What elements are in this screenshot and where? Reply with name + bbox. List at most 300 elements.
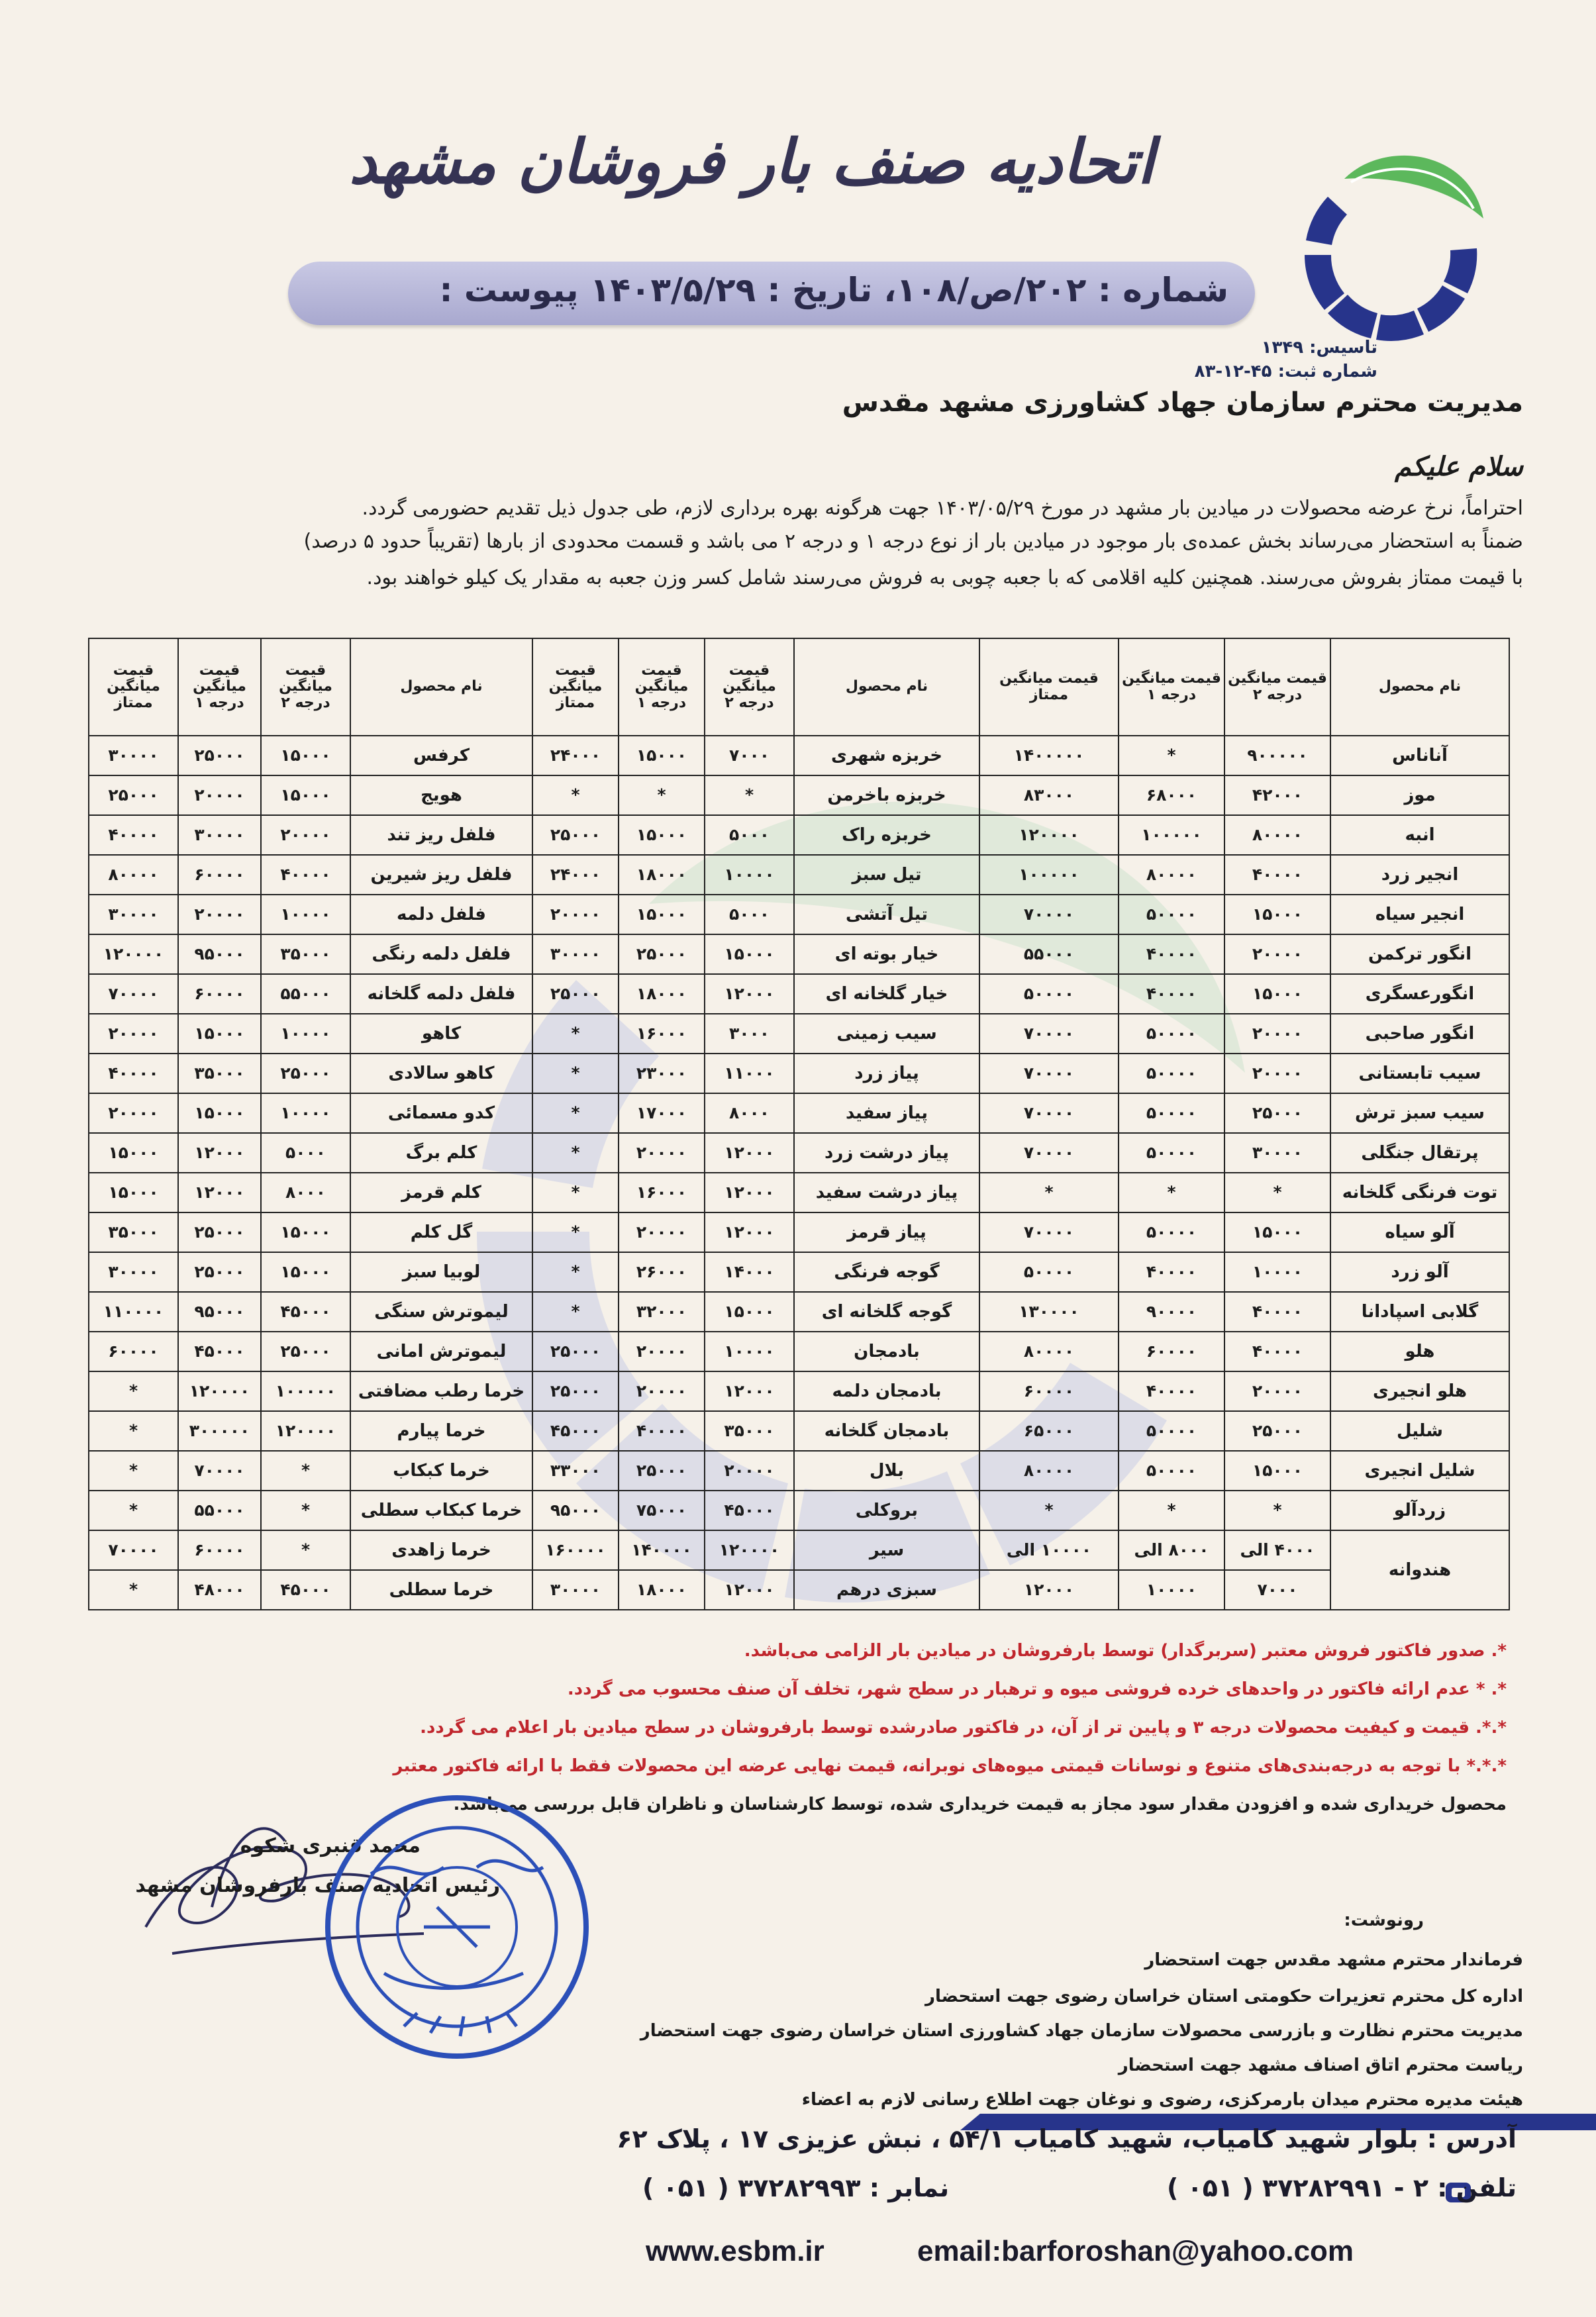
table-cell: ۱۵۰۰۰ — [619, 895, 705, 934]
table-cell: کاهو سالادی — [350, 1054, 532, 1093]
column-header: قیمت میانگین ممتاز — [532, 638, 619, 736]
table-cell: * — [532, 1133, 619, 1173]
table-cell: ۳۰۰۰۰ — [89, 736, 178, 775]
table-cell: ۲۵۰۰۰ — [89, 775, 178, 815]
table-cell: ۱۸۰۰۰ — [619, 974, 705, 1014]
table-cell: * — [261, 1491, 350, 1530]
table-cell: ۳۵۰۰۰ — [89, 1212, 178, 1252]
table-row — [89, 1252, 1509, 1292]
table-cell: ۲۰۰۰۰ — [1224, 1054, 1330, 1093]
table-cell: ۶۰۰۰۰ — [979, 1371, 1119, 1411]
table-cell: خرما زاهدی — [350, 1530, 532, 1570]
table-cell: ۳۰۰۰۰ — [532, 934, 619, 974]
table-cell: ۵۰۰۰۰ — [1119, 895, 1224, 934]
table-cell: خرما رطب مضافتی — [350, 1371, 532, 1411]
table-cell: تیل سبز — [794, 855, 979, 895]
table-cell: ۲۰۰۰۰ — [619, 1133, 705, 1173]
table-cell: ۵۰۰۰۰ — [1119, 1212, 1224, 1252]
column-header: قیمت میانگین ممتاز — [979, 638, 1119, 736]
table-cell: سیب تابستانی — [1330, 1054, 1509, 1093]
table-cell: بروکلی — [794, 1491, 979, 1530]
table-cell: ۲۴۰۰۰ — [532, 855, 619, 895]
table-cell: ۶۰۰۰۰ — [178, 855, 261, 895]
table-cell: بادمجان دلمه — [794, 1371, 979, 1411]
table-cell: ۸۰۰۰۰ — [89, 855, 178, 895]
table-cell: انگورعسگری — [1330, 974, 1509, 1014]
footer-website[interactable]: www.esbm.ir — [646, 2235, 824, 2267]
table-cell: ۲۵۰۰۰ — [178, 1212, 261, 1252]
table-cell: ۲۰۰۰۰ — [1224, 1371, 1330, 1411]
table-cell: شلیل انجیری — [1330, 1451, 1509, 1491]
table-row — [89, 736, 1509, 775]
table-cell: ۱۵۰۰۰ — [261, 1212, 350, 1252]
table-cell: فلفل ریز شیرین — [350, 855, 532, 895]
table-cell: ۶۰۰۰۰ — [178, 1530, 261, 1570]
table-cell: ۱۲۰۰۰ — [178, 1173, 261, 1212]
table-cell: ۵۰۰۰۰ — [1119, 1054, 1224, 1093]
table-cell: ۶۵۰۰۰ — [979, 1411, 1119, 1451]
table-cell: ۱۳۰۰۰۰ — [979, 1292, 1119, 1332]
table-cell: ۳۲۰۰۰ — [619, 1292, 705, 1332]
table-row — [89, 1371, 1509, 1411]
table-cell: موز — [1330, 775, 1509, 815]
table-cell: ۶۰۰۰۰ — [178, 974, 261, 1014]
table-cell: * — [532, 1093, 619, 1133]
table-row — [89, 895, 1509, 934]
table-cell: ۱۵۰۰۰ — [261, 775, 350, 815]
official-stamp — [305, 1775, 609, 2079]
table-cell: ۱۵۰۰۰ — [619, 815, 705, 855]
table-cell: ۲۵۰۰۰ — [532, 974, 619, 1014]
table-cell: ۲۳۰۰۰ — [619, 1054, 705, 1093]
paragraph-line: با قیمت ممتاز بفروش می‌رسند. همچنین کلیه اقلامی که با جعبه چوبی به فروش می‌رسند شامل کسر وزن جعبه به مقدار یک کیلو خواهند بود. — [366, 566, 1523, 589]
table-cell: ۱۰۰۰۰ — [261, 1014, 350, 1054]
table-cell: ۴۸۰۰۰ — [178, 1570, 261, 1610]
table-cell: ۱۰۰۰۰ — [261, 895, 350, 934]
table-cell: ۱۰۰۰۰ — [1224, 1252, 1330, 1292]
table-cell: ۴۵۰۰۰ — [178, 1332, 261, 1371]
note-line: *.*. قیمت و کیفیت محصولات درجه ۳ و پایین تر از آن، در فاکتور صادرشده توسط بارفروشان در سطح میادین بار اعلام می گردد. — [420, 1718, 1507, 1738]
table-cell: پیاز درشت سفید — [794, 1173, 979, 1212]
table-cell: سیر — [794, 1530, 979, 1570]
table-cell: ۱۶۰۰۰ — [619, 1014, 705, 1054]
table-cell: ۵۰۰۰۰ — [1119, 1014, 1224, 1054]
table-cell: * — [705, 775, 794, 815]
table-cell: خربزه شهری — [794, 736, 979, 775]
table-cell: * — [89, 1570, 178, 1610]
table-cell: گل کلم — [350, 1212, 532, 1252]
table-cell: ۲۰۰۰۰ — [1224, 934, 1330, 974]
table-cell: ۳۳۰۰۰ — [532, 1451, 619, 1491]
table-cell: ۱۷۰۰۰ — [619, 1093, 705, 1133]
table-cell: انبه — [1330, 815, 1509, 855]
column-header: قیمت میانگین درجه ۲ — [1224, 638, 1330, 736]
table-row — [89, 1332, 1509, 1371]
table-cell: ۴۰۰۰۰ — [1119, 1371, 1224, 1411]
table-cell: خربزه باخرمن — [794, 775, 979, 815]
table-cell: تیل آتشی — [794, 895, 979, 934]
table-cell: ۲۵۰۰۰ — [1224, 1093, 1330, 1133]
footer-email[interactable]: email:barforoshan@yahoo.com — [917, 2235, 1354, 2267]
table-cell: * — [532, 775, 619, 815]
table-cell: انگور صاحبی — [1330, 1014, 1509, 1054]
table-cell: * — [89, 1371, 178, 1411]
table-cell: ۹۵۰۰۰ — [178, 1292, 261, 1332]
note-line: *. صدور فاکتور فروش معتبر (سربرگدار) توسط بارفروشان در میادین بار الزامی می‌باشد. — [744, 1641, 1507, 1661]
table-cell: ۸۰۰۰ — [261, 1173, 350, 1212]
table-cell: ۲۰۰۰۰ — [619, 1332, 705, 1371]
table-cell: پیاز قرمز — [794, 1212, 979, 1252]
table-cell: ۱۵۰۰۰ — [89, 1173, 178, 1212]
table-cell: ۴۰۰۰۰ — [89, 1054, 178, 1093]
table-cell: ۱۰۰۰۰ الی — [979, 1530, 1119, 1570]
cc-item: فرماندار محترم مشهد مقدس جهت استحضار — [1144, 1950, 1523, 1970]
table-cell: ۵۵۰۰۰ — [979, 934, 1119, 974]
table-cell: ۳۰۰۰۰۰ — [178, 1411, 261, 1451]
table-cell: گوجه فرنگی — [794, 1252, 979, 1292]
table-row — [89, 974, 1509, 1014]
table-cell: ۱۵۰۰۰ — [261, 736, 350, 775]
cc-item: اداره کل محترم تعزیرات حکومتی استان خراسان رضوی جهت استحضار — [925, 1987, 1523, 2006]
table-row — [89, 1451, 1509, 1491]
table-cell: * — [532, 1054, 619, 1093]
table-cell: خرما سطلی — [350, 1570, 532, 1610]
table-cell: ۲۵۰۰۰ — [619, 1451, 705, 1491]
reference-line: شماره : ۲۰۲/ص/۱۰۸، تاریخ : ۱۴۰۳/۵/۲۹ پیوست : — [439, 271, 1228, 309]
table-cell: ۱۵۰۰۰ — [1224, 1451, 1330, 1491]
table-cell: * — [979, 1173, 1119, 1212]
table-cell: ۱۲۰۰۰۰ — [261, 1411, 350, 1451]
table-cell: ۱۴۰۰۰ — [705, 1252, 794, 1292]
table-cell: ۴۵۰۰۰ — [532, 1411, 619, 1451]
column-header: نام محصول — [350, 638, 532, 736]
registration-number: شماره ثبت: ۴۵-۱۲-۸۳ — [1194, 362, 1377, 381]
table-cell: ۱۲۰۰۰ — [178, 1133, 261, 1173]
table-cell: بادمجان — [794, 1332, 979, 1371]
table-cell: ۱۱۰۰۰۰ — [89, 1292, 178, 1332]
table-cell: کلم قرمز — [350, 1173, 532, 1212]
table-cell: کرفس — [350, 736, 532, 775]
table-cell: * — [1119, 1173, 1224, 1212]
table-cell: انجیر زرد — [1330, 855, 1509, 895]
table-cell: ۵۰۰۰ — [261, 1133, 350, 1173]
paragraph-line: احتراماً، نرخ عرضه محصولات در میادین بار مشهد در مورخ ۱۴۰۳/۰۵/۲۹ جهت هرگونه بهره برداری لازم، طی جدول ذیل تقدیم حضورمی گردد. — [362, 497, 1523, 520]
table-cell: هندوانه — [1330, 1530, 1509, 1610]
cc-item: ریاست محترم اتاق اصناف مشهد جهت استحضار — [1118, 2055, 1523, 2075]
column-header: قیمت میانگین درجه ۲ — [705, 638, 794, 736]
table-cell: ۳۰۰۰ — [705, 1014, 794, 1054]
table-cell: ۲۰۰۰۰ — [705, 1451, 794, 1491]
table-cell: ۵۰۰۰۰ — [979, 1252, 1119, 1292]
table-cell: پیاز سفید — [794, 1093, 979, 1133]
table-cell: ۱۲۰۰۰ — [705, 1173, 794, 1212]
table-cell: ۱۰۰۰۰ — [261, 1093, 350, 1133]
table-cell: ۱۲۰۰۰۰ — [705, 1530, 794, 1570]
table-cell: ۲۵۰۰۰ — [178, 736, 261, 775]
table-cell: ۷۵۰۰۰ — [619, 1491, 705, 1530]
table-cell: ۳۰۰۰۰ — [89, 895, 178, 934]
table-row — [89, 855, 1509, 895]
table-cell: ۷۰۰۰۰ — [89, 974, 178, 1014]
table-cell: ۸۳۰۰۰ — [979, 775, 1119, 815]
table-cell: هویج — [350, 775, 532, 815]
table-cell: ۴۵۰۰۰ — [705, 1491, 794, 1530]
table-cell: ۴۰۰۰۰ — [1119, 1252, 1224, 1292]
table-cell: ۷۰۰۰۰ — [89, 1530, 178, 1570]
table-cell: توت فرنگی گلخانه — [1330, 1173, 1509, 1212]
table-cell: ۲۵۰۰۰ — [261, 1332, 350, 1371]
table-cell: هلو انجیری — [1330, 1371, 1509, 1411]
table-cell: ۲۰۰۰۰ — [261, 815, 350, 855]
table-cell: ۴۰۰۰۰ — [261, 855, 350, 895]
organization-title: اتحادیه صنف بار فروشان مشهد — [349, 126, 1154, 197]
table-cell: لیموترش سنگی — [350, 1292, 532, 1332]
table-cell: * — [532, 1173, 619, 1212]
table-cell: ۱۰۰۰۰ — [1119, 1570, 1224, 1610]
table-cell: ۱۵۰۰۰ — [619, 736, 705, 775]
table-cell: آلو زرد — [1330, 1252, 1509, 1292]
table-cell: ۵۰۰۰۰ — [1119, 1133, 1224, 1173]
table-cell: فلفل دلمه — [350, 895, 532, 934]
column-header: قیمت میانگین درجه ۱ — [619, 638, 705, 736]
table-cell: آناناس — [1330, 736, 1509, 775]
table-cell: ۵۵۰۰۰ — [261, 974, 350, 1014]
table-cell: ۳۵۰۰۰ — [261, 934, 350, 974]
table-cell: ۴۰۰۰۰ — [1119, 974, 1224, 1014]
table-cell: ۹۵۰۰۰ — [532, 1491, 619, 1530]
table-cell: ۵۰۰۰۰ — [1119, 1093, 1224, 1133]
table-cell: کدو مسمائی — [350, 1093, 532, 1133]
table-cell: * — [261, 1451, 350, 1491]
table-cell: ۲۰۰۰۰ — [1224, 1014, 1330, 1054]
table-cell: ۶۸۰۰۰ — [1119, 775, 1224, 815]
table-cell: ۴۵۰۰۰ — [261, 1292, 350, 1332]
table-cell: ۱۰۰۰۰ — [705, 855, 794, 895]
table-cell: ۳۵۰۰۰ — [705, 1411, 794, 1451]
table-cell: ۶۰۰۰۰ — [1119, 1332, 1224, 1371]
table-cell: لیموترش امانی — [350, 1332, 532, 1371]
table-cell: سیب سبز ترش — [1330, 1093, 1509, 1133]
table-cell: ۴۲۰۰۰ — [1224, 775, 1330, 815]
table-cell: ۷۰۰۰۰ — [979, 1133, 1119, 1173]
table-cell: فلفل ریز تند — [350, 815, 532, 855]
footer-phone: تلفن : ۲ - ۳۷۲۸۲۹۹۱ ( ۰۵۱ ) — [1167, 2173, 1517, 2202]
table-row — [89, 1173, 1509, 1212]
table-cell: ۴۰۰۰ الی — [1224, 1530, 1330, 1570]
table-cell: شلیل — [1330, 1411, 1509, 1451]
table-cell: ۸۰۰۰۰ — [979, 1451, 1119, 1491]
table-cell: سیب زمینی — [794, 1014, 979, 1054]
table-cell: ۱۲۰۰۰ — [705, 1212, 794, 1252]
table-cell: ۳۰۰۰۰ — [1224, 1133, 1330, 1173]
table-row — [89, 1014, 1509, 1054]
column-header: قیمت میانگین درجه ۱ — [1119, 638, 1224, 736]
table-cell: بادمجان گلخانه — [794, 1411, 979, 1451]
table-cell: * — [619, 775, 705, 815]
table-cell: ۸۰۰۰ الی — [1119, 1530, 1224, 1570]
table-cell: ۲۰۰۰۰ — [89, 1093, 178, 1133]
table-cell: ۱۲۰۰۰۰ — [89, 934, 178, 974]
table-cell: ۱۵۰۰۰ — [705, 934, 794, 974]
table-cell: * — [1119, 736, 1224, 775]
table-cell: ۹۰۰۰۰۰ — [1224, 736, 1330, 775]
table-cell: ۴۰۰۰۰ — [1224, 855, 1330, 895]
table-cell: انجیر سیاه — [1330, 895, 1509, 934]
table-cell: سبزی درهم — [794, 1570, 979, 1610]
table-cell: ۱۲۰۰۰ — [705, 1570, 794, 1610]
table-cell: ۱۲۰۰۰۰ — [979, 815, 1119, 855]
table-cell: ۱۰۰۰۰۰ — [979, 855, 1119, 895]
table-cell: آلو سیاه — [1330, 1212, 1509, 1252]
table-cell: ۴۰۰۰۰ — [89, 815, 178, 855]
table-cell: ۴۰۰۰۰ — [1119, 934, 1224, 974]
table-cell: ۱۴۰۰۰۰۰ — [979, 736, 1119, 775]
table-cell: ۸۰۰۰۰ — [1224, 815, 1330, 855]
signer-title: رئیس اتحادیه صنف بارفروشان مشهد — [135, 1874, 500, 1897]
table-cell: * — [532, 1212, 619, 1252]
table-cell: ۱۸۰۰۰ — [619, 855, 705, 895]
table-cell: ۲۵۰۰۰ — [619, 934, 705, 974]
table-cell: لوبیا سبز — [350, 1252, 532, 1292]
table-cell: ۲۶۰۰۰ — [619, 1252, 705, 1292]
table-cell: * — [532, 1252, 619, 1292]
table-cell: ۹۵۰۰۰ — [178, 934, 261, 974]
table-cell: ۱۸۰۰۰ — [619, 1570, 705, 1610]
table-cell: ۴۰۰۰۰ — [1224, 1332, 1330, 1371]
table-cell: ۱۲۰۰۰ — [979, 1570, 1119, 1610]
table-cell: ۵۰۰۰۰ — [1119, 1451, 1224, 1491]
table-cell: ۳۰۰۰۰ — [178, 815, 261, 855]
table-cell: خرما پیارم — [350, 1411, 532, 1451]
table-cell: ۸۰۰۰۰ — [979, 1332, 1119, 1371]
greeting: سلام علیکم — [1395, 452, 1523, 482]
table-cell: ۲۵۰۰۰ — [532, 815, 619, 855]
table-cell: ۱۲۰۰۰ — [705, 1371, 794, 1411]
table-cell: ۱۵۰۰۰ — [1224, 1212, 1330, 1252]
table-cell: ۷۰۰۰ — [705, 736, 794, 775]
table-cell: ۲۰۰۰۰ — [178, 895, 261, 934]
table-cell: گلابی اسپادانا — [1330, 1292, 1509, 1332]
note-line: محصول خریداری شده و افزودن مقدار سود مجاز به قیمت خریداری شده، توسط کارشناسان و ناظران قابل بررسی می‌باشد. — [453, 1795, 1507, 1814]
table-cell: * — [532, 1292, 619, 1332]
table-row — [89, 1133, 1509, 1173]
signer-name: محمد قنبری شکوه — [240, 1834, 421, 1857]
table-cell: ۱۵۰۰۰ — [178, 1014, 261, 1054]
reference-bar — [288, 262, 1255, 325]
table-cell: ۷۰۰۰۰ — [979, 1093, 1119, 1133]
table-cell: خرما کبکاب سطلی — [350, 1491, 532, 1530]
table-cell: ۶۰۰۰۰ — [89, 1332, 178, 1371]
table-cell: ۱۰۰۰۰ — [705, 1332, 794, 1371]
table-row — [89, 1411, 1509, 1451]
table-cell: ۱۲۰۰۰۰ — [178, 1371, 261, 1411]
table-row — [89, 934, 1509, 974]
column-header: قیمت میانگین درجه ۱ — [178, 638, 261, 736]
table-row — [89, 1570, 1509, 1610]
cc-item: هیئت مدیره محترم میدان بارمرکزی، رضوی و نوغان جهت اطلاع رسانی لازم به اعضاء — [801, 2090, 1523, 2110]
table-cell: * — [89, 1451, 178, 1491]
column-header: نام محصول — [1330, 638, 1509, 736]
table-cell: ۲۰۰۰۰ — [619, 1371, 705, 1411]
table-cell: ۱۵۰۰۰ — [89, 1133, 178, 1173]
cc-heading: رونوشت: — [1344, 1910, 1424, 1930]
table-cell: ۱۲۰۰۰ — [705, 1133, 794, 1173]
table-cell: * — [979, 1491, 1119, 1530]
table-cell: ۲۰۰۰۰ — [89, 1014, 178, 1054]
table-cell: ۷۰۰۰۰ — [979, 895, 1119, 934]
table-cell: * — [1224, 1491, 1330, 1530]
column-header: قیمت میانگین درجه ۲ — [261, 638, 350, 736]
table-cell: خیار گلخانه ای — [794, 974, 979, 1014]
table-row — [89, 815, 1509, 855]
table-cell: ۳۰۰۰۰ — [89, 1252, 178, 1292]
table-cell: ۱۵۰۰۰ — [1224, 895, 1330, 934]
table-cell: * — [89, 1411, 178, 1451]
table-cell: ۴۵۰۰۰ — [261, 1570, 350, 1610]
paragraph-line: ضمناً به استحضار می‌رساند بخش عمده‌ی بار موجود در میادین بار از نوع درجه ۱ و درجه ۲ می باشد و قسمت محدودی از بارها (تقریباً حدود ۵ درصد) — [303, 530, 1523, 553]
table-cell: هلو — [1330, 1332, 1509, 1371]
table-cell: ۵۰۰۰۰ — [1119, 1411, 1224, 1451]
table-row — [89, 1212, 1509, 1252]
table-cell: ۱۴۰۰۰۰ — [619, 1530, 705, 1570]
table-cell: ۲۰۰۰۰ — [178, 775, 261, 815]
table-cell: ۳۰۰۰۰ — [532, 1570, 619, 1610]
table-cell: ۷۰۰۰۰ — [178, 1451, 261, 1491]
table-cell: ۹۰۰۰۰ — [1119, 1292, 1224, 1332]
table-cell: ۵۰۰۰ — [705, 815, 794, 855]
table-cell: ۷۰۰۰۰ — [979, 1212, 1119, 1252]
table-cell: کلم برگ — [350, 1133, 532, 1173]
table-row — [89, 775, 1509, 815]
table-cell: ۵۰۰۰۰ — [979, 974, 1119, 1014]
table-cell: ۸۰۰۰۰ — [1119, 855, 1224, 895]
cc-item: مدیریت محترم نظارت و بازرسی محصولات سازمان جهاد کشاورزی استان خراسان رضوی جهت استحضار — [640, 2021, 1523, 2041]
table-cell: ۵۵۰۰۰ — [178, 1491, 261, 1530]
table-cell: ۵۰۰۰ — [705, 895, 794, 934]
table-cell: ۱۵۰۰۰ — [178, 1093, 261, 1133]
table-cell: پیاز درشت زرد — [794, 1133, 979, 1173]
table-cell: ۱۵۰۰۰ — [261, 1252, 350, 1292]
table-cell: ۲۵۰۰۰ — [532, 1371, 619, 1411]
table-row — [89, 1292, 1509, 1332]
table-cell: ۲۵۰۰۰ — [261, 1054, 350, 1093]
column-header: قیمت میانگین ممتاز — [89, 638, 178, 736]
table-cell: کاهو — [350, 1014, 532, 1054]
table-cell: ۲۵۰۰۰ — [532, 1332, 619, 1371]
table-cell: پرتقال جنگلی — [1330, 1133, 1509, 1173]
column-header: نام محصول — [794, 638, 979, 736]
footer-fax: نمابر : ۳۷۲۸۲۹۹۳ ( ۰۵۱ ) — [642, 2173, 950, 2202]
table-cell: ۴۰۰۰۰ — [1224, 1292, 1330, 1332]
table-row — [89, 1530, 1509, 1570]
table-cell: ۷۰۰۰ — [1224, 1570, 1330, 1610]
table-cell: ۳۵۰۰۰ — [178, 1054, 261, 1093]
table-cell: ۱۲۰۰۰ — [705, 974, 794, 1014]
footer-address: آدرس : بلوار شهید کامیاب، شهید کامیاب ۵۴/۱ ، نبش عزیزی ۱۷ ، پلاک ۶۲ — [617, 2124, 1517, 2153]
table-cell: خیار بوته ای — [794, 934, 979, 974]
table-row — [89, 1054, 1509, 1093]
table-cell: پیاز زرد — [794, 1054, 979, 1093]
table-cell: ۱۵۰۰۰ — [1224, 974, 1330, 1014]
table-row — [89, 1093, 1509, 1133]
table-cell: ۲۰۰۰۰ — [532, 895, 619, 934]
table-cell: * — [261, 1530, 350, 1570]
table-cell: ۲۴۰۰۰ — [532, 736, 619, 775]
table-cell: زردآلو — [1330, 1491, 1509, 1530]
table-row — [89, 1491, 1509, 1530]
table-body — [89, 736, 1509, 1610]
price-table — [88, 638, 1510, 1610]
